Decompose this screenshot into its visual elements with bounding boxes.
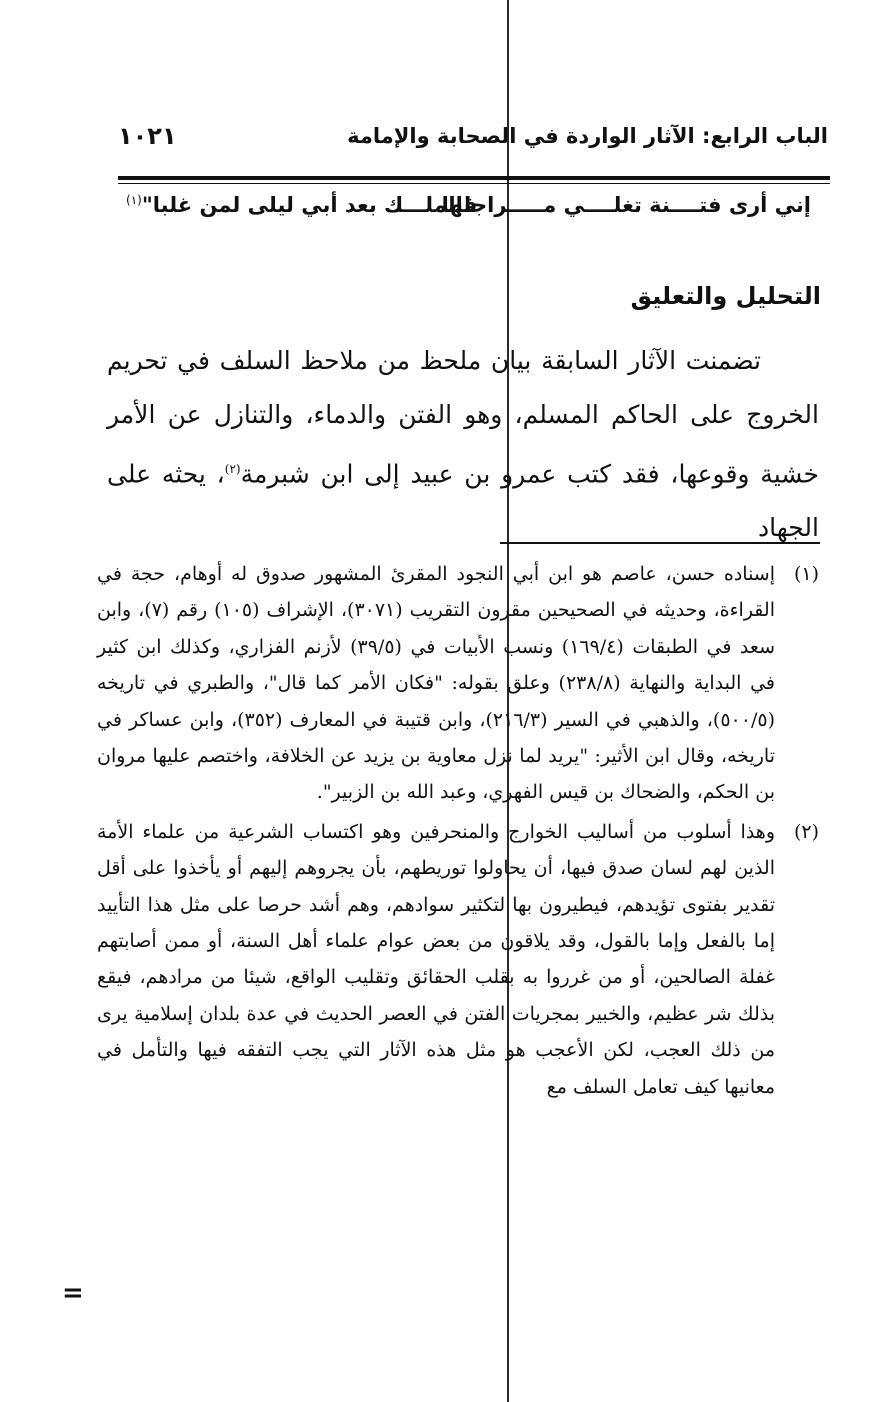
footnote-number: (١) [793, 563, 819, 585]
footnote-1 [97, 556, 819, 811]
header-rule-thin [118, 183, 830, 184]
footnote-text: إسناده حسن، عاصم هو ابن أبي النجود المقرئ المشهور صدوق له أوهام، حجة في القراءة، وحديثه في الصحيحين مقرون التقريب (٣٠٧١)، الإشراف (١٠٥) رقم (٧)، وابن سعد في الطبقات (١٦٩/٤) ونسب الأبيات في (٣٩/٥) لأزنم الفزاري، وكذلك ابن كثير في البداية والنهاية (٢٣٨/٨) وعلق بقوله: "فكان الأمر كما قال"، والطبري في تاريخه (٥٠٠/٥)، والذهبي في السير (٢١٦/٣)، وابن قتيبة في المعارف (٣٥٢)، وابن عساكر في تاريخه، وقال ابن الأثير: "يريد لما نزل معاوية بن يزيد عن الخلافة، واختصم عليها مروان بن الحكم، والضحاك بن قيس الفهري، وعبد الله بن الزبير". [97, 563, 775, 804]
footnote-2 [97, 814, 819, 1105]
page-number: ١٠٢١ [118, 122, 177, 150]
footnote-ref-1: (١) [126, 193, 142, 207]
header-rule-thick [118, 176, 830, 180]
footnote-number: (٢) [793, 820, 819, 843]
verse-first-hemistich: إني أرى فتــــنة تغلــــي مـــــراجلها [441, 193, 811, 217]
footnotes [97, 556, 819, 1108]
body-paragraph: تضمنت الآثار السابقة بيان ملحظ من ملاحظ السلف في تحريم الخروج على الحاكم المسلم، وهو الفتن والدماء، والتنازل عن الأمر خشية وقوعها، فقد كتب عمرو بن عبيد إلى ابن شبرمة$^{(٢)}$، يحثه على الجهاد [107, 346, 819, 543]
continuation-mark: = [62, 1278, 84, 1308]
verse-second-hemistich: فالملـــك بعد أبي ليلى لمن غلبا"$^{(١)}$ [126, 193, 478, 217]
running-header [118, 118, 828, 160]
section-heading: التحليل والتعليق [630, 282, 821, 310]
footnote-ref-2: (٢) [224, 462, 241, 476]
footnote-text: وهذا أسلوب من أساليب الخوارج والمنحرفين وهو اكتساب الشرعية من علماء الأمة الذين لهم لسان صدق فيها، أن يحاولوا توريطهم، بأن يجروهم إليهم أو يأخذوا على أقل تقدير بفتوى تؤيدهم، فيطيرون بها لتكثير سوادهم، وهم أشد حرصا على مثل هذا التأييد إما بالفعل وإما بالقول، وقد يلاقون من بعض عوام علماء أهل السنة، أو ممن أصابتهم غفلة الصالحين، أو من غرروا به بقلب الحقائق وتقليب الواقع، شيئا من مرادهم، فيقع بذلك شر عظيم، والخبير بمجريات الفتن في العصر الحديث في عدة بلدان إسلامية يرى من ذلك العجب، لكن الأعجب هو مثل هذه الآثار التي يجب التفقه فيها والتأمل في معانيها كيف تعامل السلف مع [97, 820, 775, 1098]
chapter-title: الباب الرابع: الآثار الواردة في الصحابة والإمامة [347, 124, 828, 148]
footnote-separator [500, 542, 820, 544]
